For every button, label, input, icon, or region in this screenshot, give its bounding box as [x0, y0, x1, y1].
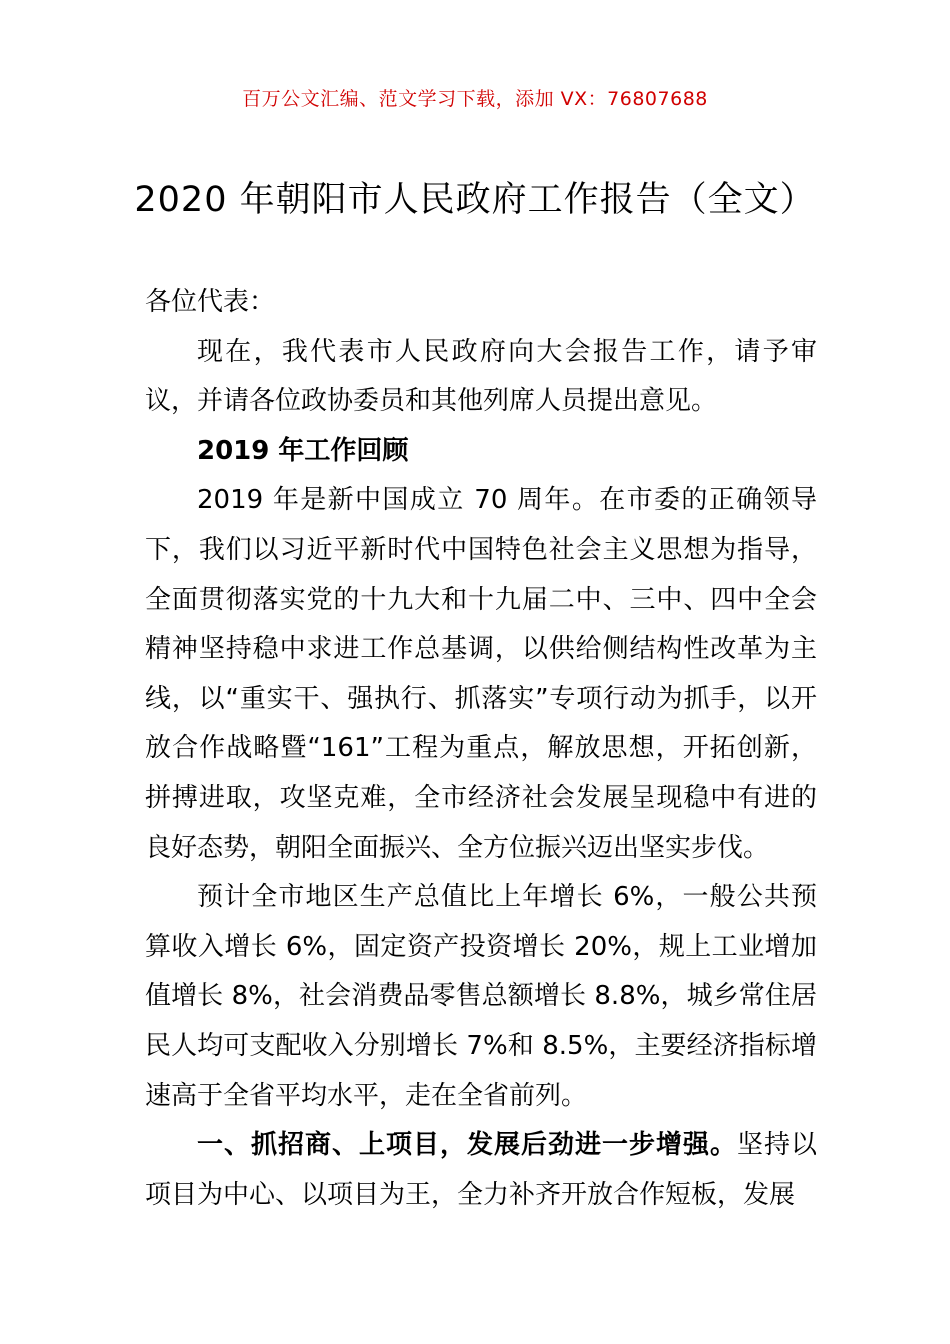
document-body: [145, 278, 817, 1220]
paragraph-intro: 现在，我代表市人民政府向大会报告工作，请予审议，并请各位政协委员和其他列席人员提出意见。: [145, 336, 817, 417]
paragraph-indicators: 预计全市地区生产总值比上年增长 6%，一般公共预算收入增长 6%，固定资产投资增长 20%，规上工业增加值增长 8%，社会消费品零售总额增长 8.8%，城乡常住居民人均可支配收入分别增长 7%和 8.5%，主要经济指标增速高于全省平均水平，走在全省前列。: [145, 882, 817, 1111]
document-title: 2020 年朝阳市人民政府工作报告（全文）: [134, 180, 816, 220]
paragraph-point-one: [145, 1121, 817, 1220]
section-heading: 2019 年工作回顾: [197, 435, 409, 466]
salutation: 各位代表：: [145, 287, 276, 317]
point-one-text: 坚持以项目为中心、以项目为王，全力补齐开放合作短板，发展: [145, 1130, 817, 1210]
paragraph-review: 2019 年是新中国成立 70 周年。在市委的正确领导下，我们以习近平新时代中国特色社会主义思想为指导，全面贯彻落实党的十九大和十九届二中、三中、四中全会精神坚持稳中求进工作总基调，以供给侧结构性改革为主线，以“重实干、强执行、抓落实”专项行动为抓手，以开放合作战略暨“161”工程为重点，解放思想，开拓创新，拼搏进取，攻坚克难，全市经济社会发展呈现稳中有进的良好态势，朝阳全面振兴、全方位振兴迈出坚实步伐。: [145, 485, 817, 863]
header-note: 百万公文汇编、范文学习下载，添加 VX：76807688: [242, 88, 708, 110]
point-one-lead: 一、抓招商、上项目，发展后劲进一步增强。: [197, 1130, 737, 1161]
